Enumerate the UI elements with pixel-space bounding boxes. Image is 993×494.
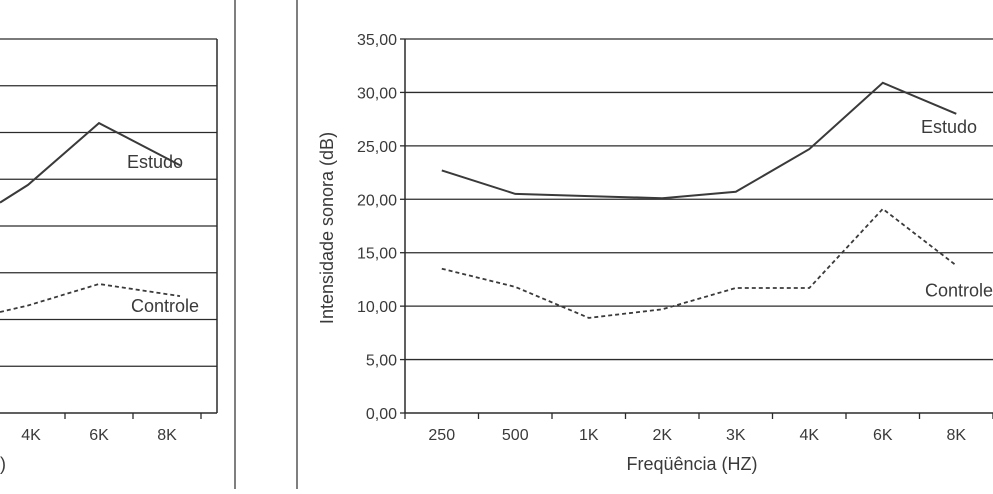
y-tick-label: 35,00 xyxy=(356,32,397,49)
y-tick-label: 0,00 xyxy=(365,406,397,423)
series-label-controle: Controle xyxy=(924,280,993,301)
x-tick-label: 8K xyxy=(157,427,177,444)
x-tick-label: 2K xyxy=(652,427,673,444)
x-tick-label: 8K xyxy=(946,427,967,444)
y-tick-label: 5,00 xyxy=(365,352,397,370)
y-axis-title: Intensidade sonora (dB) xyxy=(317,131,337,325)
right-chart-panel xyxy=(317,32,993,474)
x-axis-title: Freqüência (HZ) xyxy=(626,454,758,474)
series-label-controle: Controle xyxy=(130,296,199,317)
x-tick-label: 4K xyxy=(21,427,41,444)
y-tick-label: 25,00 xyxy=(356,138,397,156)
left-chart-panel xyxy=(0,39,218,474)
y-tick-label: 10,00 xyxy=(356,299,397,317)
x-tick-label: 500 xyxy=(501,427,529,444)
series-line-estudo xyxy=(442,83,957,198)
x-tick-label: 3K xyxy=(725,427,746,444)
series-label-estudo: Estudo xyxy=(920,117,977,138)
x-tick-label: 6K xyxy=(89,427,109,444)
x-tick-label: 250 xyxy=(428,427,456,444)
x-axis-title-fragment: ) xyxy=(0,454,6,474)
y-tick-label: 30,00 xyxy=(356,85,397,103)
series-label-estudo: Estudo xyxy=(126,152,183,173)
y-tick-label: 20,00 xyxy=(356,192,397,210)
x-tick-label: 6K xyxy=(872,427,893,444)
x-tick-label: 1K xyxy=(578,427,599,444)
series-line-controle xyxy=(442,209,957,318)
y-tick-label: 15,00 xyxy=(356,245,397,263)
x-tick-label: 4K xyxy=(799,427,820,444)
